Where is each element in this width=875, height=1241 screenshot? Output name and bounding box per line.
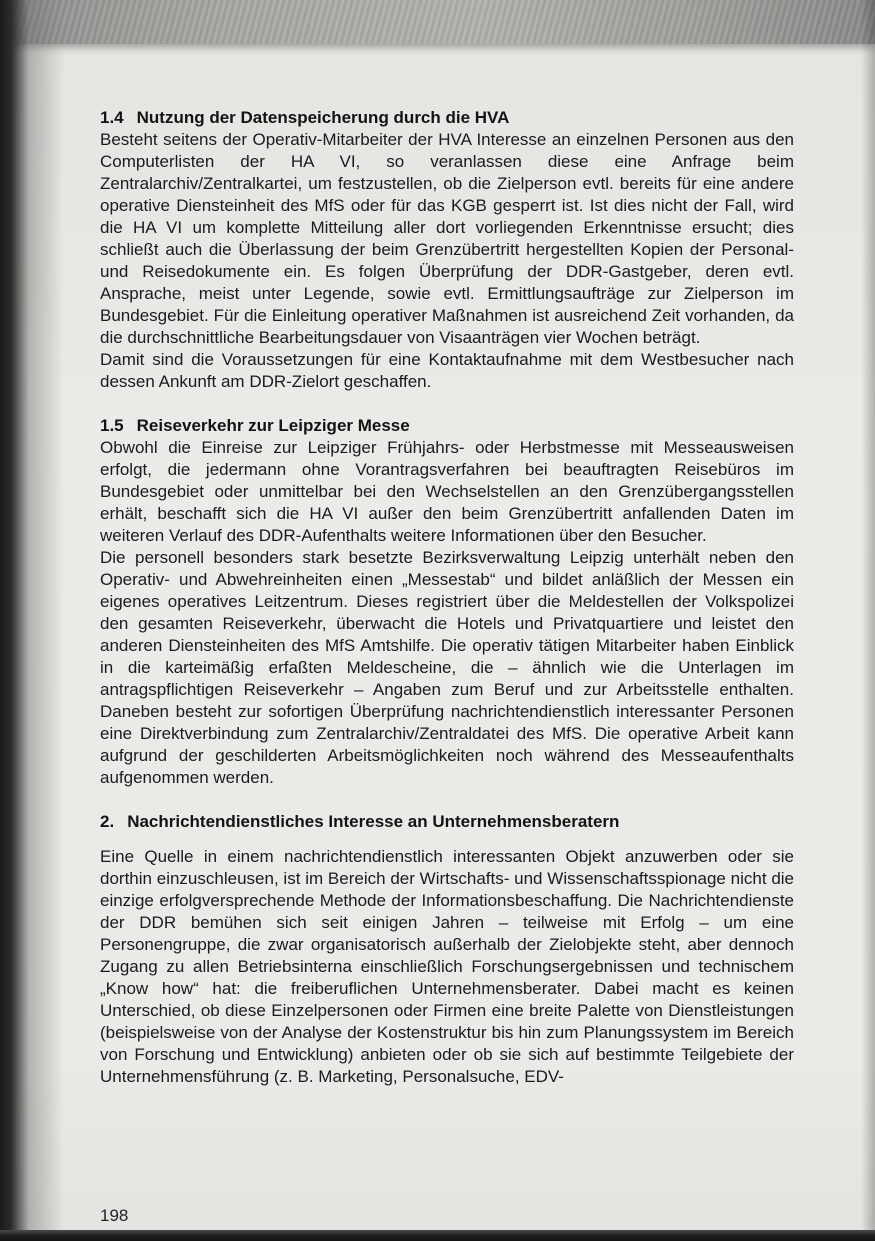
- section-heading: [100, 415, 794, 437]
- section-title: Nachrichtendienstliches Interesse an Unternehmensberatern: [127, 812, 620, 831]
- paragraph: Die personell besonders stark besetzte Bezirksverwaltung Leipzig unterhält neben den Operativ- und Abwehreinheiten einen „Messestab“ und bildet anläßlich der Messen ein eigenes operatives Leitzentrum. Dieses registriert über die Meldestellen der Volkspolizei den gesamten Reiseverkehr, überwacht die Hotels und Privatquartiere und leistet den anderen Diensteinheiten des MfS Amtshilfe. Die operativ tätigen Mitarbeiter haben Einblick in die karteimäßig erfaßten Meldescheine, die – ähnlich wie die Unterlagen im antragspflichtigen Reiseverkehr – Angaben zum Beruf und zur Arbeitsstelle enthalten. Daneben besteht zur sofortigen Überprüfung nachrichtendienstlich interessanter Personen eine Direktverbindung zum Zentralarchiv/Zentraldatei des MfS. Die operative Arbeit kann aufgrund der geschilderten Arbeitsmöglichkeiten noch während des Messeaufenthalts aufgenommen werden.: [100, 548, 794, 787]
- section-1-4: [100, 107, 794, 393]
- paragraph: Obwohl die Einreise zur Leipziger Frühjahrs- oder Herbstmesse mit Messeausweisen erfolgt, die jedermann ohne Vorantragsverfahren bei beauftragten Reisebüros im Bundesgebiet oder unmittelbar bei den Wechselstellen an den Grenzübergangsstellen erhält, beschafft sich die HA VI außer den beim Grenzübertritt anfallenden Daten im weiteren Verlauf des DDR-Aufenthalts weitere Informationen über den Besucher.: [100, 438, 794, 545]
- section-number: 1.4: [100, 108, 124, 127]
- paragraph: Eine Quelle in einem nachrichtendienstlich interessanten Objekt anzuwerben oder sie dorthin einzuschleusen, ist im Bereich der Wirtschafts- und Wissenschaftsspionage nicht die einzige erfolgversprechende Methode der Informationsbeschaffung. Die Nachrichtendienste der DDR bemühen sich seit einigen Jahren – teilweise mit Erfolg – um eine Personengruppe, die zwar organisatorisch außerhalb der Zielobjekte steht, aber dennoch Zugang zu allen Betriebsinterna einschließlich Forschungsergebnissen und technischem „Know how“ hat: die freiberuflichen Unternehmensberater. Dabei macht es keinen Unterschied, ob diese Einzelpersonen oder Firmen eine breite Palette von Dienstleistungen (beispielsweise von der Analyse der Kostenstruktur bis hin zum Planungssystem im Bereich von Forschung und Entwicklung) anbieten oder ob sie sich auf bestimmte Teilgebiete der Unternehmensführung (z. B. Marketing, Personalsuche, EDV-: [100, 847, 794, 1086]
- section-title: Nutzung der Datenspeicherung durch die HVA: [136, 108, 510, 127]
- scan-right-shadow: [861, 0, 875, 1241]
- section-heading: [100, 107, 794, 129]
- section-2: [100, 811, 794, 1088]
- text-block: [100, 107, 794, 1088]
- scan-bottom-edge: [0, 1230, 875, 1241]
- section-1-5: [100, 415, 794, 789]
- section-number: 1.5: [100, 416, 124, 435]
- section-number: 2.: [100, 812, 115, 831]
- section-title: Reiseverkehr zur Leipziger Messe: [136, 416, 410, 435]
- paragraph: Besteht seitens der Operativ-Mitarbeiter der HVA Interesse an einzelnen Personen aus den Computerlisten der HA VI, so veranlassen diese eine Anfrage beim Zentralarchiv/Zentralkartei, um festzustellen, ob die Zielperson evtl. bereits für eine andere operative Diensteinheit des MfS oder für das KGB gesperrt ist. Ist dies nicht der Fall, wird die HA VI um komplette Mitteilung aller dort vorliegenden Erkenntnisse ersucht; dies schließt auch die Überlassung der beim Grenzübertritt hergestellten Kopien der Personal- und Reisedokumente ein. Es folgen Überprüfung der DDR-Gastgeber, deren evtl. Ansprache, meist unter Legende, sowie evtl. Ermittlungsaufträge zur Zielperson im Bundesgebiet. Für die Einleitung operativer Maßnahmen ist ausreichend Zeit vorhanden, da die durchschnittliche Bearbeitungsdauer von Visaanträgen vier Wochen beträgt.: [100, 130, 794, 347]
- section-heading: [100, 811, 794, 833]
- scan-top-edge: [0, 0, 875, 44]
- paragraph: Damit sind die Voraussetzungen für eine Kontaktaufnahme mit dem Westbesucher nach dessen Ankunft am DDR-Zielort geschaffen.: [100, 350, 794, 391]
- scan-left-shadow: [0, 0, 64, 1241]
- page-number: 198: [100, 1206, 129, 1225]
